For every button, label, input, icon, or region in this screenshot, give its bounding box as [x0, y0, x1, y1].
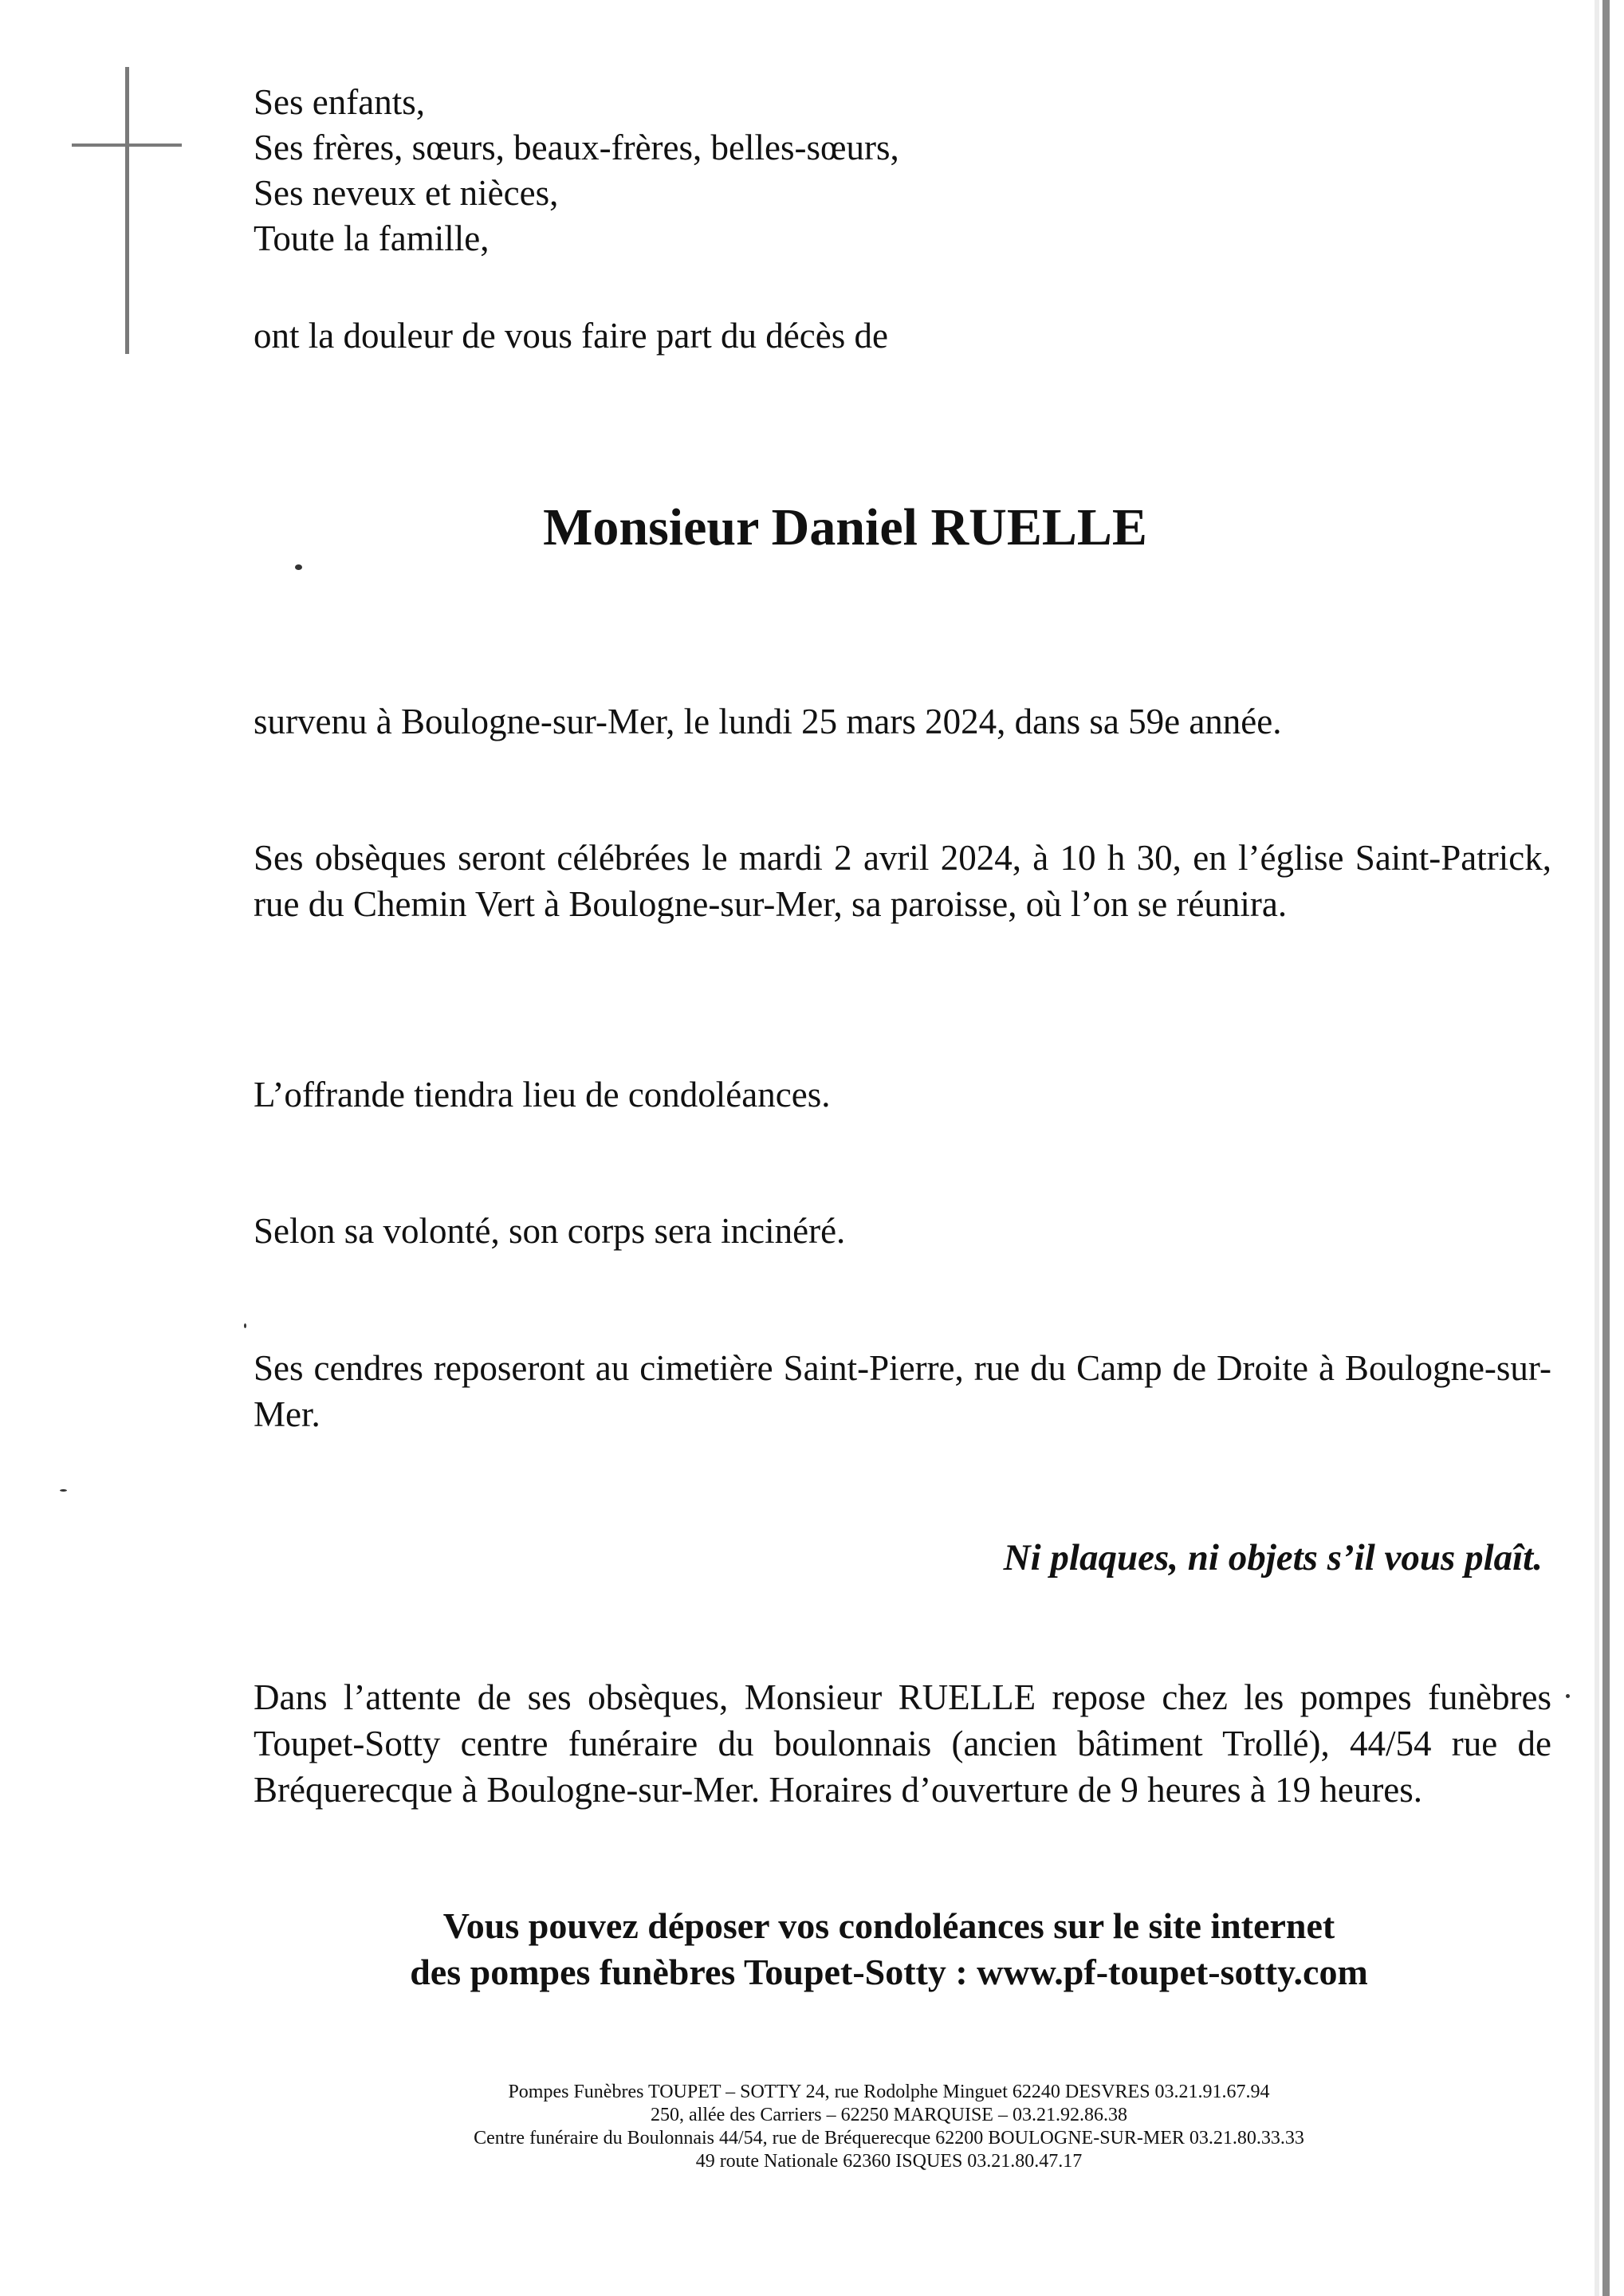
waiting-paragraph: Dans l’attente de ses obsèques, Monsieur RUELLE repose chez les pompes funèbres Toupet-Sotty centre funéraire du boulonnais (ancien bâtiment Trollé), 44/54 rue de Bréquerecque à Boulogne-sur-Mer. Horaires d’ouverture de 9 heures à 19 heures.	[254, 1677, 1551, 1810]
scan-edge	[1602, 0, 1610, 2296]
deceased-name: Monsieur Daniel RUELLE	[543, 498, 1147, 556]
family-line: Toute la famille,	[254, 218, 490, 258]
footer-line: Pompes Funèbres TOUPET – SOTTY 24, rue Rodolphe Minguet 62240 DESVRES 03.21.91.67.94	[508, 2082, 1270, 2102]
funeral-home-footer	[0, 2081, 1602, 2173]
funeral-paragraph: Ses obsèques seront célébrées le mardi 2 avril 2024, à 10 h 30, en l’église Saint-Patrick, rue du Chemin Vert à Boulogne-sur-Mer, sa paroisse, où l’on se réunira.	[254, 838, 1551, 924]
cremation-paragraph: Selon sa volonté, son corps sera incinéré.	[254, 1211, 846, 1251]
family-line: Ses frères, sœurs, beaux-frères, belles-sœurs,	[254, 128, 899, 167]
scan-speck	[60, 1489, 67, 1492]
no-plaques-notice: Ni plaques, ni objets s’il vous plaît.	[1003, 1537, 1543, 1578]
condolences-line-url: des pompes funèbres Toupet-Sotty : www.pf-toupet-sotty.com	[410, 1952, 1368, 1992]
family-list	[254, 80, 899, 261]
footer-line: Centre funéraire du Boulonnais 44/54, rue de Bréquerecque 62200 BOULOGNE-SUR-MER 03.21.80.33.33	[474, 2128, 1304, 2149]
scan-speck	[1566, 1694, 1570, 1698]
scan-speck	[244, 1323, 246, 1328]
offering-paragraph: L’offrande tiendra lieu de condoléances.	[254, 1075, 831, 1115]
family-line: Ses enfants,	[254, 82, 425, 122]
scan-speck	[295, 564, 302, 570]
condolences-web-notice	[0, 1903, 1602, 1995]
condolences-line: Vous pouvez déposer vos condoléances sur le site internet	[442, 1905, 1335, 1946]
footer-line: 250, allée des Carriers – 62250 MARQUISE – 03.21.92.86.38	[651, 2105, 1127, 2125]
announcement-text: ont la douleur de vous faire part du décès de	[254, 316, 888, 356]
death-notice-text: survenu à Boulogne-sur-Mer, le lundi 25 mars 2024, dans sa 59e année.	[254, 702, 1282, 741]
ashes-paragraph: Ses cendres reposeront au cimetière Saint-Pierre, rue du Camp de Droite à Boulogne-sur-Mer.	[254, 1348, 1551, 1434]
family-line: Ses neveux et nièces,	[254, 173, 559, 213]
footer-line: 49 route Nationale 62360 ISQUES 03.21.80.47.17	[695, 2151, 1083, 2172]
